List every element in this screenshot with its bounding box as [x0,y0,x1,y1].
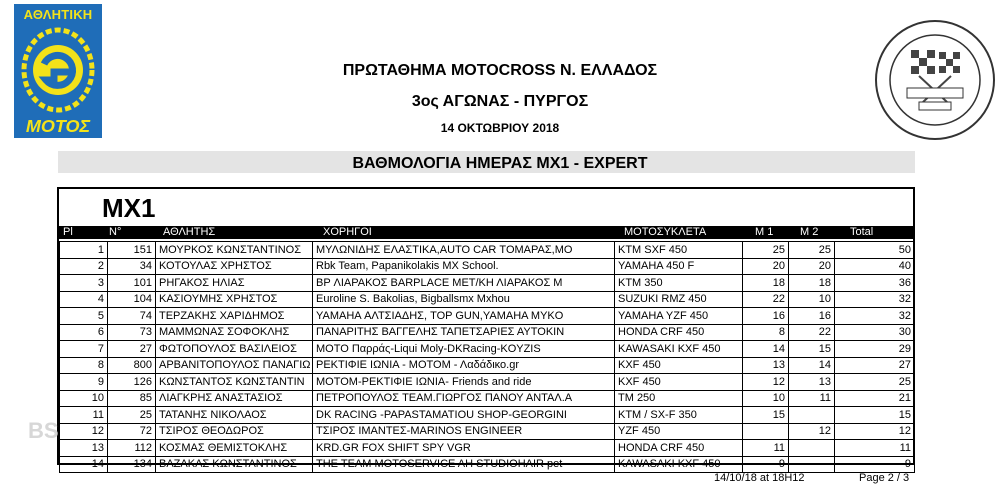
cell-sponsors: DK RACING -PAPASTAMATIOU SHOP-GEORGINI [313,407,615,424]
results-table [59,241,915,473]
cell-athlete: ΛΙΑΓΚΡΗΣ ΑΝΑΣΤΑΣΙΟΣ [156,390,313,407]
cell-moto1: 25 [743,242,789,259]
cell-sponsors: ΠΑΝΑΡΙΤΗΣ ΒΑΓΓΕΛΗΣ ΤΑΠΕΤΣΑΡΙΕΣ ΑΥΤΟΚΙΝ [313,324,615,341]
cell-sponsors: ΡΕΚΤΙΦΙΕ ΙΩΝΙΑ - ΜΟΤΟΜ - Λαδάδικο.gr [313,357,615,374]
table-row [60,423,915,440]
cell-moto2: 15 [789,341,835,358]
cell-bike: KXF 450 [615,374,743,391]
table-row [60,357,915,374]
printed-timestamp: 14/10/18 at 18H12 [714,472,805,484]
cell-moto1: 13 [743,357,789,374]
cell-number: 134 [108,456,156,473]
cell-pos: 1 [60,242,108,259]
cell-number: 104 [108,291,156,308]
cell-athlete: ΤΕΡΖΑΚΗΣ ΧΑΡΙΔΗΜΟΣ [156,308,313,325]
cell-pos: 14 [60,456,108,473]
cell-moto1: 18 [743,275,789,292]
cell-total: 11 [835,440,915,457]
cell-bike: SUZUKI RMZ 450 [615,291,743,308]
cell-moto1: 15 [743,407,789,424]
results-header-row [59,226,913,239]
cell-sponsors: ΠΕΤΡΟΠΟΥΛΟΣ TEAM.ΓΙΩΡΓΟΣ ΠΑΝΟΥ ΑΝΤΑΛ.Α [313,390,615,407]
cell-moto1: 20 [743,258,789,275]
cell-athlete: ΚΟΤΟΥΛΑΣ ΧΡΗΣΤΟΣ [156,258,313,275]
logo-bottom-text: ΜΟΤΟΣ [25,116,91,136]
logo-top-text: ΑΘΛΗΤΙΚΗ [23,7,93,22]
cell-number: 101 [108,275,156,292]
table-row [60,374,915,391]
cell-athlete: ΚΑΣΙΟΥΜΗΣ ΧΡΗΣΤΟΣ [156,291,313,308]
cell-pos: 8 [60,357,108,374]
table-row [60,440,915,457]
cell-moto1: 16 [743,308,789,325]
cell-bike: KTM 350 [615,275,743,292]
cell-bike: KAWASAKI KXF 450 [615,456,743,473]
cell-total: 12 [835,423,915,440]
cell-moto2: 22 [789,324,835,341]
cell-number: 27 [108,341,156,358]
cell-bike: YAMAHA YZF 450 [615,308,743,325]
race-date: 14 ΟΚΤΩΒΡΙΟΥ 2018 [440,121,560,135]
cell-number: 151 [108,242,156,259]
cell-athlete: ΚΟΣΜΑΣ ΘΕΜΙΣΤΟΚΛΗΣ [156,440,313,457]
cell-number: 74 [108,308,156,325]
cell-bike: YAMAHA 450 F [615,258,743,275]
cell-moto2: 20 [789,258,835,275]
table-row [60,407,915,424]
cell-bike: HONDA CRF 450 [615,324,743,341]
cell-moto1: 11 [743,440,789,457]
cell-pos: 7 [60,341,108,358]
cell-number: 34 [108,258,156,275]
cell-number: 85 [108,390,156,407]
table-row [60,324,915,341]
cell-total: 32 [835,291,915,308]
cell-total: 36 [835,275,915,292]
cell-number: 800 [108,357,156,374]
cell-moto2: 12 [789,423,835,440]
cell-athlete: ΡΗΓΑΚΟΣ ΗΛΙΑΣ [156,275,313,292]
cell-athlete: ΜΑΜΜΩΝΑΣ ΣΟΦΟΚΛΗΣ [156,324,313,341]
col-header-pl: Pl [63,226,73,238]
watermark: BS [28,418,59,443]
table-row [60,242,915,259]
championship-title: ΠΡΩΤΑΘΗΜΑ MOTOCROSS Ν. ΕΛΛΑΔΟΣ [342,62,658,79]
cell-moto2: 13 [789,374,835,391]
cell-moto2 [789,440,835,457]
cell-moto1: 8 [743,324,789,341]
cell-pos: 9 [60,374,108,391]
cell-pos: 5 [60,308,108,325]
cell-moto2: 25 [789,242,835,259]
cell-moto2: 18 [789,275,835,292]
cell-bike: KTM SXF 450 [615,242,743,259]
cell-sponsors: ΜΟΤΟΜ-ΡΕΚΤΙΦΙΕ ΙΩΝΙΑ- Friends and ride [313,374,615,391]
cell-total: 40 [835,258,915,275]
cell-total: 9 [835,456,915,473]
cell-total: 27 [835,357,915,374]
col-header-no: N° [109,226,122,238]
col-header-sponsors: ΧΟΡΗΓΟΙ [323,226,372,238]
cell-athlete: ΤΑΤΑΝΗΣ ΝΙΚΟΛΑΟΣ [156,407,313,424]
cell-pos: 12 [60,423,108,440]
cell-pos: 11 [60,407,108,424]
cell-moto1 [743,423,789,440]
cell-number: 72 [108,423,156,440]
cell-moto2 [789,456,835,473]
cell-number: 25 [108,407,156,424]
cell-moto2: 11 [789,390,835,407]
cell-sponsors: Euroline S. Bakolias, Bigballsmx Mxhou [313,291,615,308]
table-row [60,308,915,325]
cell-sponsors: KRD.GR FOX SHIFT SPY VGR [313,440,615,457]
table-row [60,291,915,308]
section-title: ΒΑΘΜΟΛΟΓΙΑ ΗΜΕΡΑΣ MX1 - EXPERT [352,155,648,172]
cell-bike: KAWASAKI KXF 450 [615,341,743,358]
col-header-m2: M 2 [800,226,819,238]
col-header-athlete: ΑΘΛΗΤΗΣ [163,226,216,238]
cell-bike: TM 250 [615,390,743,407]
cell-total: 30 [835,324,915,341]
cell-moto2 [789,407,835,424]
cell-total: 50 [835,242,915,259]
cell-athlete: ΒΑΖΑΚΑΣ ΚΩΝΣΤΑΝΤΙΝΟΣ [156,456,313,473]
cell-sponsors: THE TEAM MOTOSERVICE AH STUDIOHAIR pet [313,456,615,473]
cell-total: 15 [835,407,915,424]
cell-athlete: ΑΡΒΑΝΙΤΟΠΟΥΛΟΣ ΠΑΝΑΓΙΩ [156,357,313,374]
cell-athlete: ΚΩΝΣΤΑΝΤΟΣ ΚΩΝΣΤΑΝΤΙΝ [156,374,313,391]
cell-number: 126 [108,374,156,391]
cell-sponsors: MOTO Παρράς-Liqui Moly-DKRacing-KOYZIS [313,341,615,358]
cell-pos: 6 [60,324,108,341]
cell-bike: HONDA CRF 450 [615,440,743,457]
cell-pos: 4 [60,291,108,308]
cell-bike: KTM / SX-F 350 [615,407,743,424]
cell-moto1: 9 [743,456,789,473]
table-row [60,341,915,358]
table-row [60,258,915,275]
table-row [60,275,915,292]
cell-sponsors: ΜΥΛΩΝΙΔΗΣ ΕΛΑΣΤΙΚΑ,AUTO CAR ΤΟΜΑΡΑΣ,ΜΟ [313,242,615,259]
cell-pos: 2 [60,258,108,275]
cell-number: 112 [108,440,156,457]
cell-athlete: ΦΩΤΟΠΟΥΛΟΣ ΒΑΣΙΛΕΙΟΣ [156,341,313,358]
cell-moto2: 16 [789,308,835,325]
cell-pos: 13 [60,440,108,457]
col-header-total: Total [850,226,874,238]
cell-moto1: 14 [743,341,789,358]
cell-athlete: ΤΣΙΡΟΣ ΘΕΟΔΩΡΟΣ [156,423,313,440]
table-row [60,390,915,407]
cell-moto1: 10 [743,390,789,407]
page-number: Page 2 / 3 [859,472,910,484]
cell-bike: YZF 450 [615,423,743,440]
col-header-m1: M 1 [755,226,774,238]
cell-sponsors: ΤΣΙΡΟΣ ΙΜΑΝΤΕΣ-MARINOS ENGINEER [313,423,615,440]
cell-athlete: ΜΟΥΡΚΟΣ ΚΩΝΣΤΑΝΤΙΝΟΣ [156,242,313,259]
cell-pos: 10 [60,390,108,407]
table-row [60,456,915,473]
cell-total: 21 [835,390,915,407]
cell-moto2: 14 [789,357,835,374]
cell-pos: 3 [60,275,108,292]
race-subtitle: 3ος ΑΓΩΝΑΣ - ΠΥΡΓΟΣ [411,93,589,110]
cell-moto1: 12 [743,374,789,391]
cell-sponsors: BP ΛΙΑΡΑΚΟΣ BARPLACE ΜΕΤ/ΚΗ ΛΙΑΡΑΚΟΣ Μ [313,275,615,292]
cell-total: 25 [835,374,915,391]
cell-sponsors: Rbk Team, Papanikolakis MX School. [313,258,615,275]
class-label: MX1 [102,193,156,223]
cell-moto2: 10 [789,291,835,308]
cell-bike: KXF 450 [615,357,743,374]
cell-number: 73 [108,324,156,341]
cell-sponsors: YAMAHA ΑΛΤΣΙΑΔΗΣ, TOP GUN,YAMAHA MYKO [313,308,615,325]
cell-total: 32 [835,308,915,325]
col-header-bike: ΜΟΤΟΣΥΚΛΕΤΑ [624,226,707,238]
cell-moto1: 22 [743,291,789,308]
cell-total: 29 [835,341,915,358]
